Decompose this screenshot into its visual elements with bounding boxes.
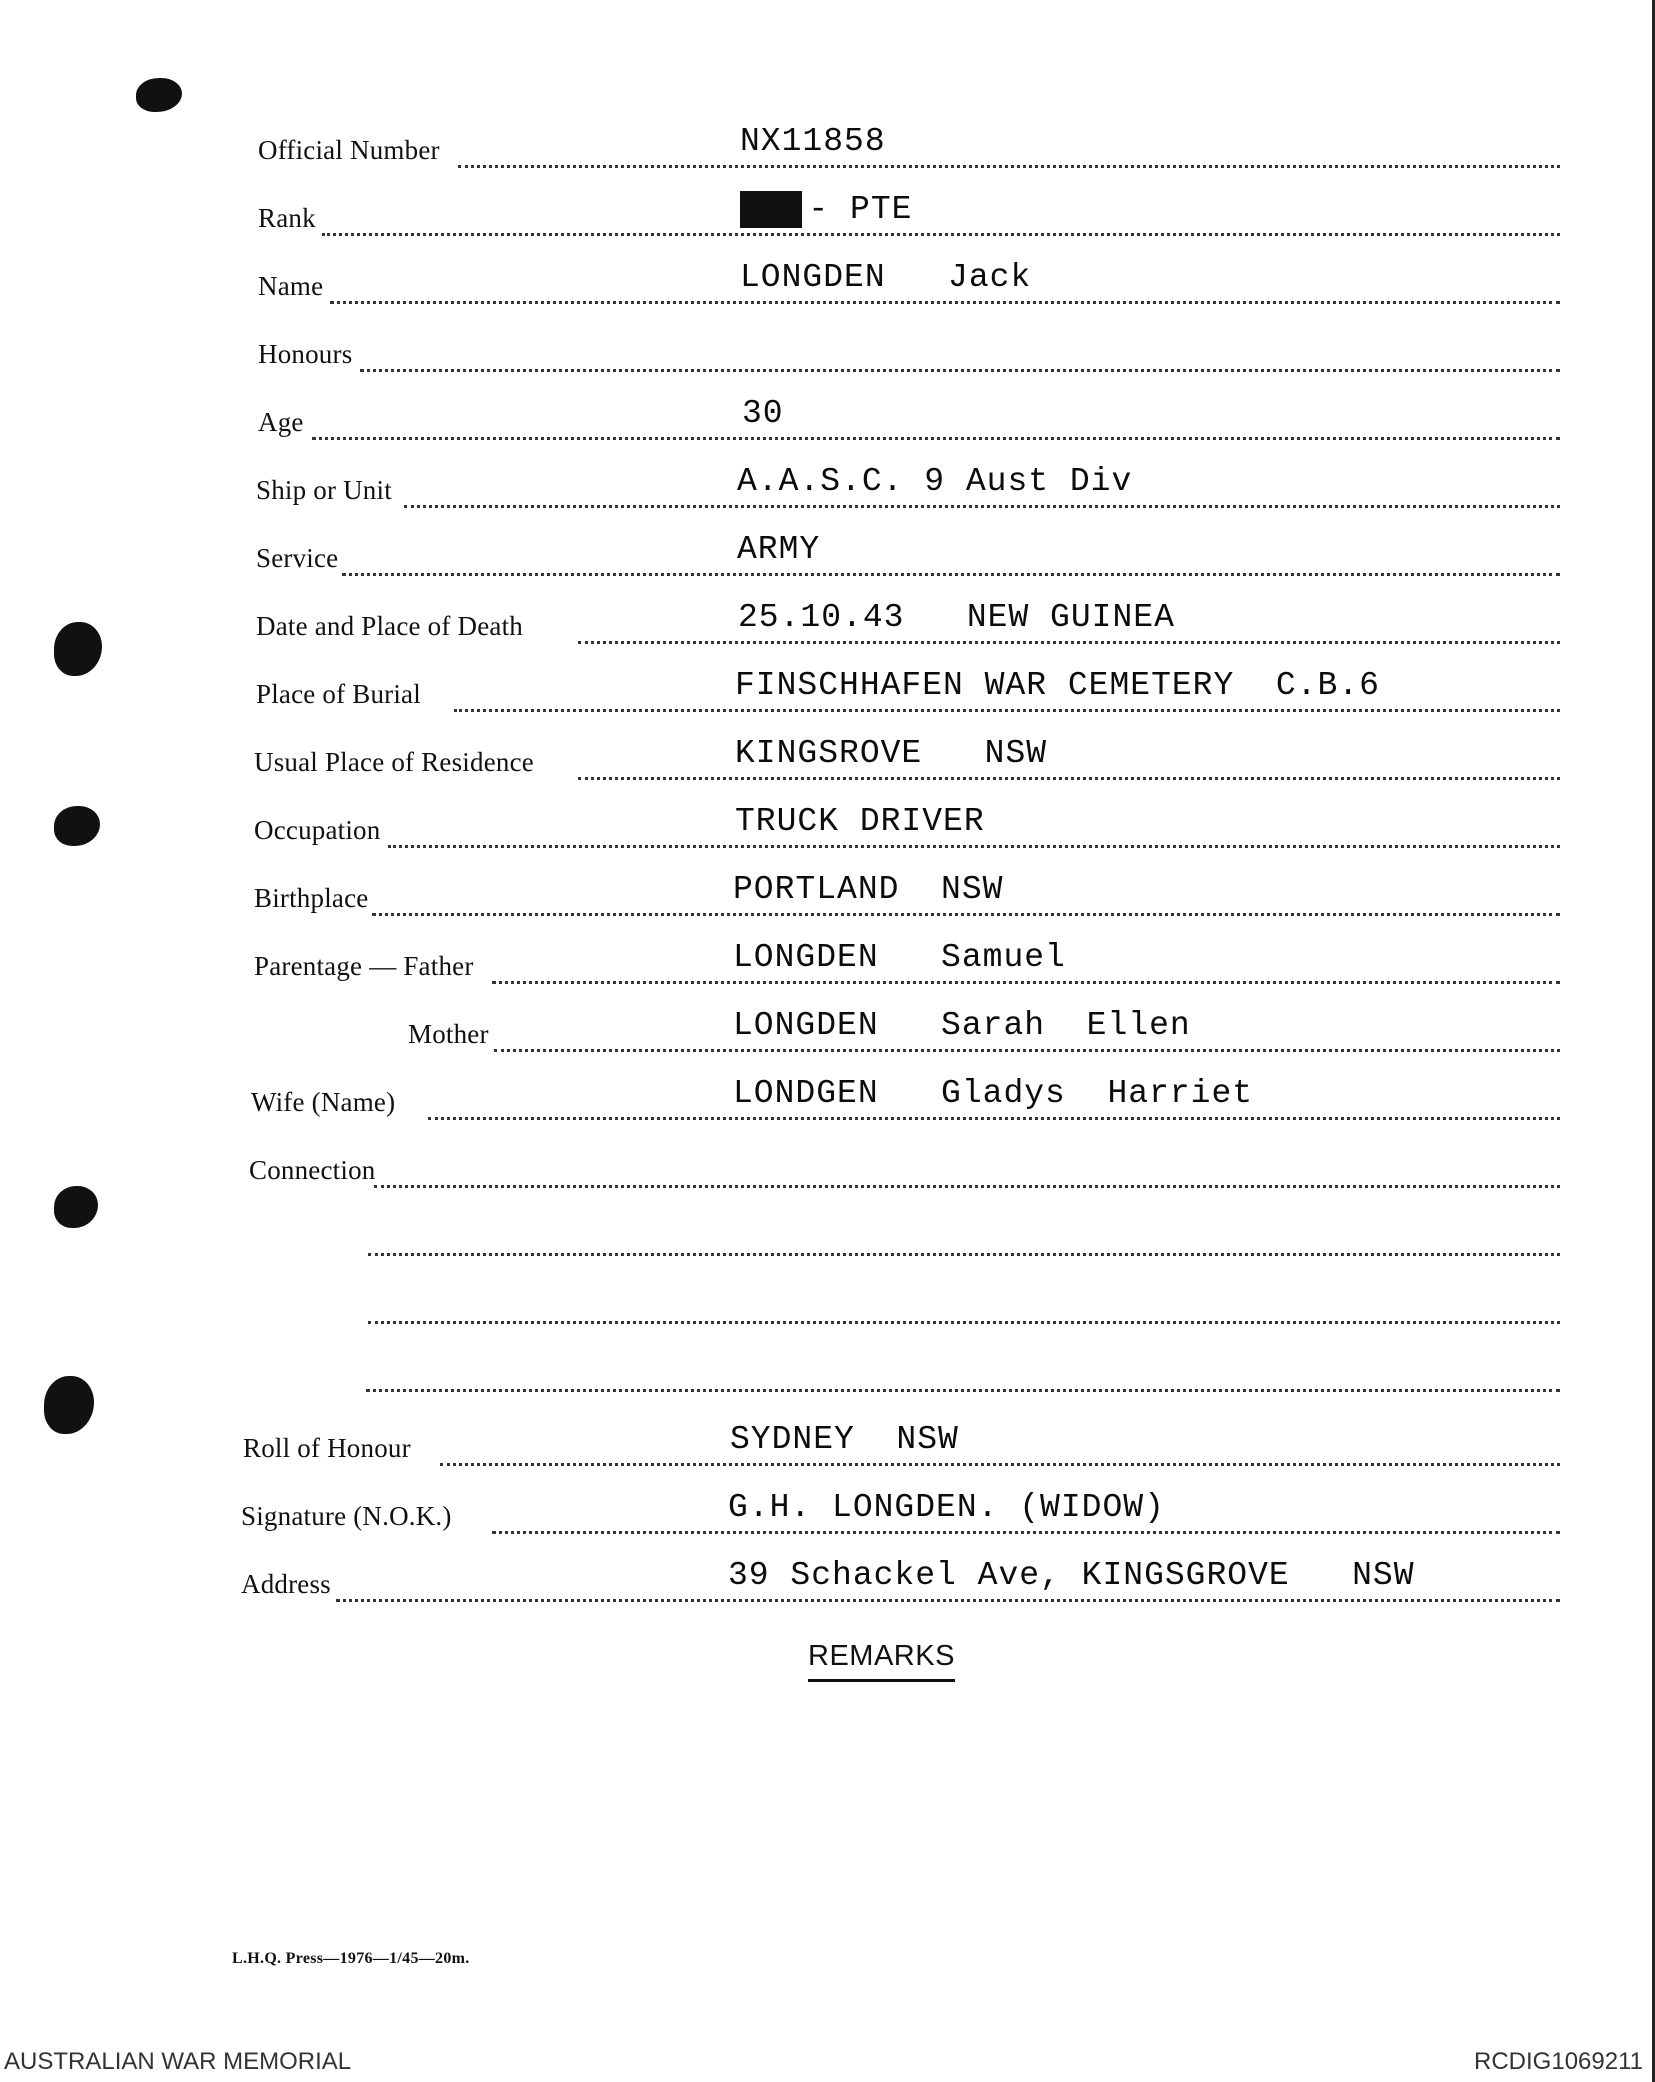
dotted-line xyxy=(494,1049,1560,1052)
field-value: A.A.S.C. 9 Aust Div xyxy=(737,463,1133,500)
field-label: Occupation xyxy=(254,815,381,845)
field-value: SYDNEY NSW xyxy=(730,1421,959,1458)
field-label: Service xyxy=(256,543,339,573)
dotted-line xyxy=(322,233,1560,236)
dotted-line xyxy=(342,573,1560,576)
field-roll-of-honour xyxy=(0,1418,1560,1478)
field-wife-name xyxy=(0,1072,1560,1132)
dotted-line xyxy=(312,437,1560,440)
remarks-heading: REMARKS xyxy=(808,1640,955,1682)
field-label: Honours xyxy=(258,339,353,369)
field-parentage-mother xyxy=(0,1004,1560,1064)
dotted-line xyxy=(404,505,1560,508)
record-id: RCDIG1069211 xyxy=(1474,2048,1643,2075)
field-label: Parentage — Father xyxy=(254,951,474,981)
field-address xyxy=(0,1554,1560,1614)
field-name xyxy=(0,256,1560,316)
dotted-line xyxy=(492,1531,1560,1534)
dotted-line xyxy=(368,1321,1560,1324)
field-label: Mother xyxy=(408,1019,489,1049)
field-value: PORTLAND NSW xyxy=(733,871,1004,908)
field-label: Official Number xyxy=(258,135,440,165)
field-value: G.H. LONGDEN. (WIDOW) xyxy=(728,1489,1165,1526)
field-value: TRUCK DRIVER xyxy=(735,803,985,840)
field-label: Ship or Unit xyxy=(256,475,392,505)
archive-credit: AUSTRALIAN WAR MEMORIAL xyxy=(4,2048,352,2075)
rank-value: - PTE xyxy=(808,191,913,228)
field-label: Signature (N.O.K.) xyxy=(241,1501,452,1531)
dotted-line xyxy=(458,165,1560,168)
field-value: ARMY xyxy=(737,531,821,568)
field-label: Wife (Name) xyxy=(251,1087,396,1117)
dotted-line xyxy=(336,1599,1560,1602)
dotted-line xyxy=(366,1389,1560,1392)
field-service xyxy=(0,528,1560,588)
connection-continuation-line xyxy=(0,1208,1560,1268)
dotted-line xyxy=(428,1117,1560,1120)
field-label: Birthplace xyxy=(254,883,369,913)
dotted-line xyxy=(330,301,1560,304)
dotted-line xyxy=(360,369,1560,372)
field-value: 39 Schackel Ave, KINGSGROVE NSW xyxy=(728,1557,1415,1594)
field-label: Connection xyxy=(249,1155,376,1185)
field-label: Usual Place of Residence xyxy=(254,747,534,777)
connection-continuation-line xyxy=(0,1344,1560,1404)
field-value: LONGDEN Sarah Ellen xyxy=(733,1007,1191,1044)
field-parentage-father xyxy=(0,936,1560,996)
field-ship-or-unit xyxy=(0,460,1560,520)
dotted-line xyxy=(454,709,1560,712)
dotted-line xyxy=(440,1463,1560,1466)
dotted-line xyxy=(578,777,1560,780)
field-honours xyxy=(0,324,1560,384)
field-usual-residence xyxy=(0,732,1560,792)
field-label: Age xyxy=(258,407,304,437)
field-value: LONGDEN Jack xyxy=(740,259,1032,296)
field-value: NX11858 xyxy=(740,123,886,160)
field-date-place-of-death xyxy=(0,596,1560,656)
field-value: 25.10.43 NEW GUINEA xyxy=(738,599,1175,636)
field-rank xyxy=(0,188,1560,248)
field-value xyxy=(740,191,912,228)
field-value: FINSCHHAFEN WAR CEMETERY C.B.6 xyxy=(735,667,1380,704)
field-place-of-burial xyxy=(0,664,1560,724)
field-label: Date and Place of Death xyxy=(256,611,523,641)
field-connection xyxy=(0,1140,1560,1200)
field-value: 30 xyxy=(742,395,784,432)
punch-hole-mark xyxy=(136,78,182,112)
field-official-number xyxy=(0,120,1560,180)
field-label: Address xyxy=(241,1569,331,1599)
dotted-line xyxy=(388,845,1560,848)
field-occupation xyxy=(0,800,1560,860)
dotted-line xyxy=(492,981,1560,984)
press-imprint: L.H.Q. Press—1976—1/45—20m. xyxy=(232,1950,470,1967)
field-label: Roll of Honour xyxy=(243,1433,411,1463)
connection-continuation-line xyxy=(0,1276,1560,1336)
dotted-line xyxy=(372,913,1560,916)
dotted-line xyxy=(368,1253,1560,1256)
dotted-line xyxy=(578,641,1560,644)
field-value: LONDGEN Gladys Harriet xyxy=(733,1075,1254,1112)
dotted-line xyxy=(374,1185,1560,1188)
field-value: LONGDEN Samuel xyxy=(733,939,1066,976)
field-value: KINGSROVE NSW xyxy=(735,735,1048,772)
struck-out-text: PTE xyxy=(740,191,803,228)
field-age xyxy=(0,392,1560,452)
field-label: Rank xyxy=(258,203,316,233)
field-label: Name xyxy=(258,271,324,301)
field-birthplace xyxy=(0,868,1560,928)
field-signature-nok xyxy=(0,1486,1560,1546)
field-label: Place of Burial xyxy=(256,679,421,709)
